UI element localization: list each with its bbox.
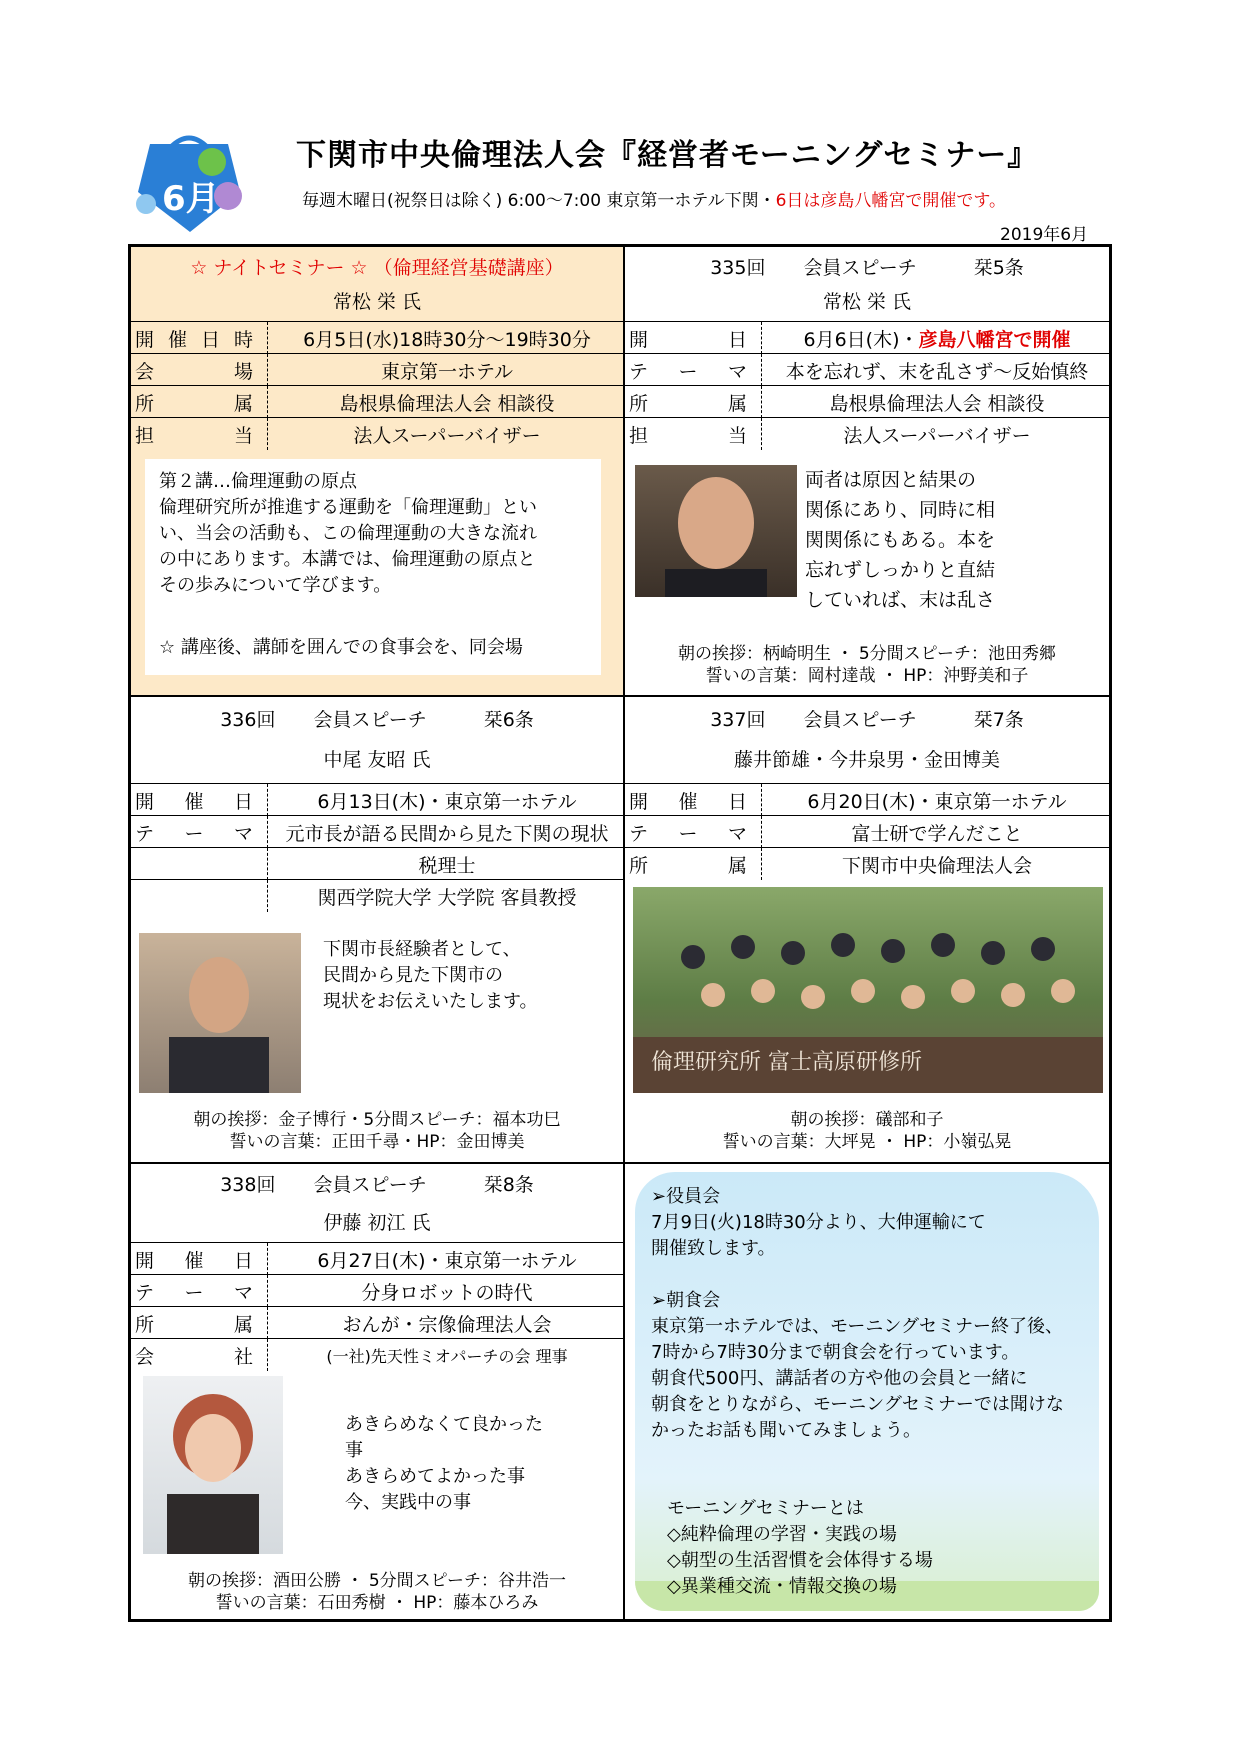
row-value: 本を忘れず、末を乱さず～反始慎終 xyxy=(785,361,1089,383)
info-line: かったお話も聞いてみましょう。 xyxy=(651,1420,921,1441)
info-line: 7月9日(火)18時30分より、大伸運輸にて xyxy=(651,1212,986,1233)
row-label: テ ー マ xyxy=(629,361,747,383)
row-label: 所 属 xyxy=(629,855,747,877)
info-row xyxy=(131,879,623,912)
body-line: 第２講…倫理運動の原点 xyxy=(159,471,357,492)
roles-line: 誓いの言葉：石田秀樹 ・ HP：藤本ひろみ xyxy=(215,1593,539,1613)
panel-heading: 337回 会員スピーチ 栞7条 xyxy=(710,709,1024,731)
info-row xyxy=(131,1338,623,1371)
info-row xyxy=(131,1306,623,1339)
info-row xyxy=(625,847,1109,880)
info-line: ◇純粋倫理の学習・実践の場 xyxy=(667,1524,897,1545)
body-line: ☆ 講座後、講師を囲んでの食事会を、同会場 xyxy=(159,637,523,658)
row-label: 開 催 日 xyxy=(135,1250,253,1272)
info-row xyxy=(131,353,623,386)
month-logo xyxy=(132,134,246,234)
info-line: モーニングセミナーとは xyxy=(667,1498,864,1519)
row-label: 開 催 日 xyxy=(629,791,747,813)
row-label: テ ー マ xyxy=(135,1282,253,1304)
schedule-grid xyxy=(128,244,1112,1622)
info-row xyxy=(131,321,623,354)
row-value: 6月5日(水)18時30分～19時30分 xyxy=(303,329,591,351)
row-value: 関西学院大学 大学院 客員教授 xyxy=(317,887,577,909)
row-label: 所 属 xyxy=(135,393,253,415)
session-335-panel xyxy=(623,247,1109,695)
info-row xyxy=(625,353,1109,386)
announcements-panel xyxy=(623,1162,1109,1619)
body-line: 民間から見た下関市の xyxy=(323,965,503,986)
body-line: 関関係にもある。本を xyxy=(805,529,996,551)
body-line: 事 xyxy=(345,1440,363,1461)
row-value: 6月6日(木)・彦島八幡宮で開催 xyxy=(803,329,1071,351)
body-line: していれば、末は乱さ xyxy=(805,589,996,611)
info-row xyxy=(131,847,623,880)
roles-line: 朝の挨拶：柄崎明生 ・ 5分間スピーチ：池田秀郷 xyxy=(678,644,1056,664)
row-value: 分身ロボットの時代 xyxy=(361,1282,533,1304)
info-row xyxy=(625,417,1109,450)
row-value: 元市長が語る民間から見た下関の現状 xyxy=(285,823,609,845)
row-label: テ ー マ xyxy=(629,823,747,845)
row-value: 6月13日(木)・東京第一ホテル xyxy=(317,791,577,813)
session-337-panel xyxy=(623,695,1109,1162)
row-value: 6月20日(木)・東京第一ホテル xyxy=(807,791,1067,813)
roles-line: 朝の挨拶：酒田公勝 ・ 5分間スピーチ：谷井浩一 xyxy=(188,1571,566,1591)
info-row xyxy=(625,385,1109,418)
info-row xyxy=(131,1274,623,1307)
body-line: い、当会の活動も、この倫理運動の大きな流れ xyxy=(159,523,537,544)
panel-heading: 336回 会員スピーチ 栞6条 xyxy=(220,709,534,731)
body-line: その歩みについて学びます。 xyxy=(159,575,392,596)
row-value: (一社)先天性ミオパーチの会 理事 xyxy=(326,1347,568,1366)
body-line: あきらめなくて良かった xyxy=(345,1414,543,1435)
body-line: 下関市長経験者として、 xyxy=(323,939,521,960)
row-label: 会 社 xyxy=(135,1346,253,1368)
row-value: 東京第一ホテル xyxy=(380,361,514,383)
body-line: 関係にあり、同時に相 xyxy=(805,499,996,521)
speaker-photo xyxy=(635,465,797,597)
info-row xyxy=(131,385,623,418)
row-value: 法人スーパーバイザー xyxy=(353,425,541,447)
row-label: 開 催 日 時 xyxy=(135,329,253,351)
row-label: 開 日 xyxy=(629,329,747,351)
body-line: あきらめてよかった事 xyxy=(345,1466,525,1487)
info-row xyxy=(131,783,623,816)
speaker-name: 常松 栄 氏 xyxy=(332,291,422,313)
panel-heading: ☆ ナイトセミナー ☆ （倫理経営基礎講座） xyxy=(190,257,564,279)
info-row xyxy=(131,1242,623,1275)
row-value: 島根県倫理法人会 相談役 xyxy=(829,393,1045,415)
row-value: 下関市中央倫理法人会 xyxy=(841,855,1032,877)
session-338-panel xyxy=(131,1162,623,1619)
info-line: ◇異業種交流・情報交換の場 xyxy=(667,1576,897,1597)
row-value: 法人スーパーバイザー xyxy=(843,425,1031,447)
speaker-name: 中尾 友昭 氏 xyxy=(323,749,431,771)
row-label: 担 当 xyxy=(629,425,747,447)
row-value: おんが・宗像倫理法人会 xyxy=(342,1314,552,1336)
info-row xyxy=(625,321,1109,354)
info-line: 朝食をとりながら、モーニングセミナーでは聞けな xyxy=(651,1394,1064,1415)
schedule-subtitle xyxy=(302,186,1006,211)
session-336-panel xyxy=(131,695,623,1162)
row-label: 開 催 日 xyxy=(135,791,253,813)
page-title: 下関市中央倫理法人会『経営者モーニングセミナー』 xyxy=(296,138,1039,173)
row-label: テ ー マ xyxy=(135,823,253,845)
body-line: 両者は原因と結果の xyxy=(805,469,977,491)
body-line: 忘れずしっかりと直結 xyxy=(805,559,996,581)
speaker-photo xyxy=(139,933,301,1093)
panel-heading: 335回 会員スピーチ 栞5条 xyxy=(710,257,1024,279)
row-value: 島根県倫理法人会 相談役 xyxy=(339,393,555,415)
speaker-name: 藤井節雄・今井泉男・金田博美 xyxy=(733,749,1000,771)
row-label: 所 属 xyxy=(135,1314,253,1336)
info-line: ➢朝食会 xyxy=(651,1290,721,1311)
row-label: 会 場 xyxy=(135,361,253,383)
info-row xyxy=(625,783,1109,816)
subtitle-highlight: 6日は彦島八幡宮で開催です。 xyxy=(775,191,1007,211)
description-box xyxy=(145,459,601,675)
photo-sign: 倫理研究所 富士高原研修所 xyxy=(651,1050,922,1075)
info-line: ➢役員会 xyxy=(651,1186,721,1207)
info-row xyxy=(131,815,623,848)
subtitle-main: 毎週木曜日(祝祭日は除く) 6:00～7:00 東京第一ホテル下関・ xyxy=(302,191,776,211)
info-row xyxy=(131,417,623,450)
speaker-name: 常松 栄 氏 xyxy=(822,291,912,313)
group-photo xyxy=(633,887,1103,1093)
body-line: の中にあります。本講では、倫理運動の原点と xyxy=(159,549,536,570)
info-line: 7時から7時30分まで朝食会を行っています。 xyxy=(651,1342,1020,1363)
info-line: 朝食代500円、講話者の方や他の会員と一緒に xyxy=(651,1368,1028,1389)
info-row xyxy=(625,815,1109,848)
roles-line: 朝の挨拶：金子博行・5分間スピーチ：福本功巳 xyxy=(193,1110,561,1130)
row-value: 富士研で学んだこと xyxy=(851,823,1023,845)
body-line: 現状をお伝えいたします。 xyxy=(323,991,538,1012)
row-value: 6月27日(木)・東京第一ホテル xyxy=(317,1250,577,1272)
speaker-name: 伊藤 初江 氏 xyxy=(323,1212,431,1234)
panel-heading: 338回 会員スピーチ 栞8条 xyxy=(220,1174,534,1196)
body-line: 今、実践中の事 xyxy=(345,1492,471,1513)
info-line: 東京第一ホテルでは、モーニングセミナー終了後、 xyxy=(651,1316,1064,1337)
row-label: 担 当 xyxy=(135,425,253,447)
info-line: ◇朝型の生活習慣を会体得する場 xyxy=(667,1550,933,1571)
body-line: 倫理研究所が推進する運動を「倫理運動」とい xyxy=(159,497,537,518)
info-line: 開催致します。 xyxy=(651,1238,776,1259)
night-seminar-panel xyxy=(131,247,623,695)
roles-line: 誓いの言葉：大坪晃 ・ HP：小嶺弘晃 xyxy=(722,1132,1012,1152)
row-label: 所 属 xyxy=(629,393,747,415)
issue-date: 2019年6月 xyxy=(1000,225,1089,245)
roles-line: 誓いの言葉：岡村達哉 ・ HP：沖野美和子 xyxy=(705,666,1029,686)
roles-line: 誓いの言葉：正田千尋・HP：金田博美 xyxy=(229,1132,525,1152)
svg-text:6月: 6月 xyxy=(162,179,220,219)
speaker-photo xyxy=(143,1376,283,1554)
roles-line: 朝の挨拶：礒部和子 xyxy=(790,1110,944,1130)
row-value: 税理士 xyxy=(418,855,476,877)
